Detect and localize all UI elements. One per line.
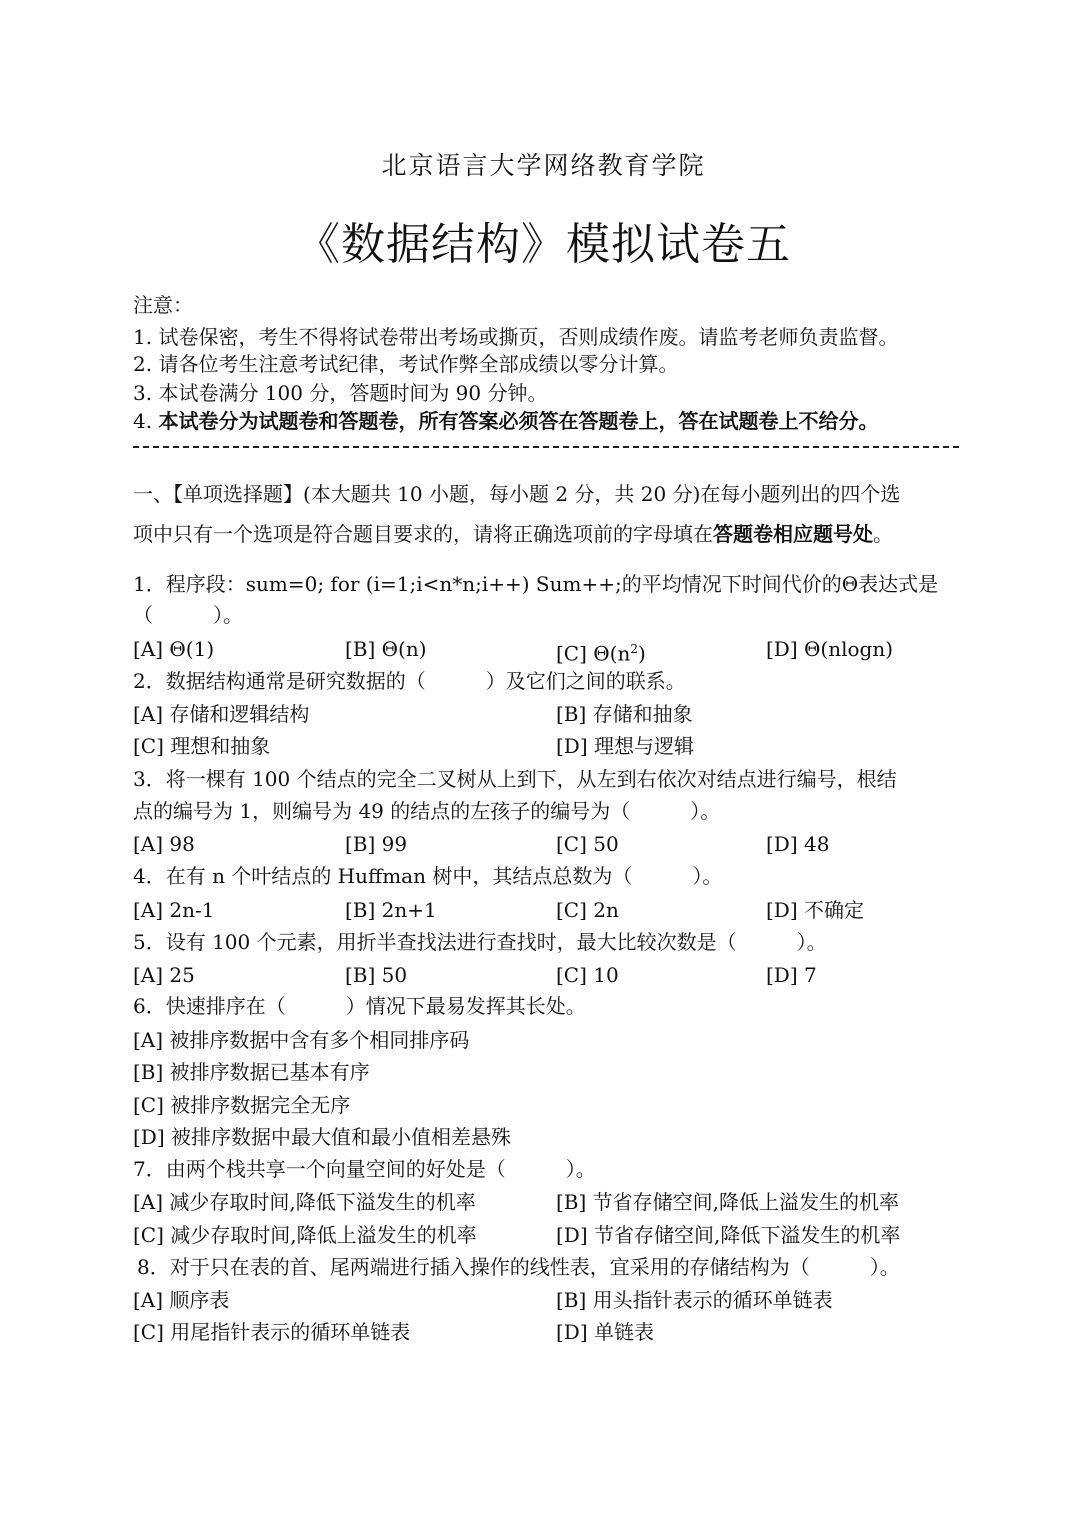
question-2: 2．数据结构通常是研究数据的（ ）及它们之间的联系。 (133, 669, 686, 693)
q1-option-a: [A] Θ(1) (133, 637, 215, 661)
q8-option-a: [A] 顺序表 (133, 1288, 230, 1312)
question-5: 5．设有 100 个元素，用折半查找法进行查找时，最大比较次数是（ ）。 (133, 930, 827, 954)
q1-option-d: [D] Θ(nlogn) (766, 637, 894, 661)
notice-item-4-prefix: 4. (133, 409, 159, 433)
q7-option-c: [C] 减少存取时间,降低上溢发生的机率 (133, 1223, 477, 1247)
notice-item-4-bold: 本试卷分为试题卷和答题卷，所有答案必须答在答题卷上，答在试题卷上不给分。 (158, 409, 879, 433)
q5-option-b: [B] 50 (345, 963, 408, 987)
q6-option-d: [D] 被排序数据中最大值和最小值相差悬殊 (133, 1125, 511, 1149)
q1-option-b: [B] Θ(n) (345, 637, 427, 661)
q6-option-c: [C] 被排序数据完全无序 (133, 1093, 351, 1117)
q2-option-a: [A] 存储和逻辑结构 (133, 702, 310, 726)
q8-option-b: [B] 用头指针表示的循环单链表 (556, 1288, 833, 1312)
q4-option-a: [A] 2n-1 (133, 898, 215, 922)
q7-option-d: [D] 节省存储空间,降低下溢发生的机率 (556, 1223, 901, 1247)
notice-heading: 注意： (133, 293, 193, 317)
q3-option-b: [B] 99 (345, 832, 408, 856)
question-1-line-1: 1．程序段：sum=0; for (i=1;i<n*n;i++) Sum++;的平均情况下时间代价的Θ表达式是 (133, 572, 939, 596)
section-1-intro-plain: 项中只有一个选项是符合题目要求的，请将正确选项前的字母填在 (133, 522, 713, 546)
q1-option-c-exponent: 2 (630, 642, 638, 656)
question-4: 4．在有 n 个叶结点的 Huffman 树中，其结点总数为（ ）。 (133, 864, 723, 888)
question-6: 6．快速排序在（ ）情况下最易发挥其长处。 (133, 994, 586, 1018)
q2-option-d: [D] 理想与逻辑 (556, 734, 694, 758)
section-1-intro-line-2 (133, 521, 893, 547)
q5-option-a: [A] 25 (133, 963, 195, 987)
q1-option-c (556, 636, 646, 667)
q2-option-c: [C] 理想和抽象 (133, 734, 271, 758)
section-1-intro-line-1: 一、【单项选择题】(本大题共 10 小题，每小题 2 分，共 20 分)在每小题列出的四个选 (133, 482, 901, 506)
q1-option-c-base: [C] Θ(n (556, 641, 631, 666)
q8-option-c: [C] 用尾指针表示的循环单链表 (133, 1320, 411, 1344)
q2-option-b: [B] 存储和抽象 (556, 702, 693, 726)
question-7: 7．由两个栈共享一个向量空间的好处是（ ）。 (133, 1157, 596, 1181)
q8-option-d: [D] 单链表 (556, 1320, 654, 1344)
q5-option-d: [D] 7 (766, 963, 817, 987)
school-name: 北京语言大学网络教育学院 (381, 151, 706, 180)
notice-item-1: 1. 试卷保密，考生不得将试卷带出考场或撕页，否则成绩作废。请监考老师负责监督。 (133, 325, 899, 349)
q3-option-a: [A] 98 (133, 832, 195, 856)
q4-option-d: [D] 不确定 (766, 898, 864, 922)
question-3-line-2: 点的编号为 1，则编号为 49 的结点的左孩子的编号为（ ）。 (133, 799, 721, 823)
q4-option-b: [B] 2n+1 (345, 898, 437, 922)
q6-option-a: [A] 被排序数据中含有多个相同排序码 (133, 1028, 470, 1052)
notice-item-4 (133, 408, 878, 434)
section-1-intro-end: 。 (873, 522, 893, 546)
dashed-divider (133, 446, 959, 448)
notice-item-2: 2. 请各位考生注意考试纪律，考试作弊全部成绩以零分计算。 (133, 352, 679, 376)
q5-option-c: [C] 10 (556, 963, 619, 987)
question-8: 8．对于只在表的首、尾两端进行插入操作的线性表，宜采用的存储结构为（ ）。 (137, 1255, 900, 1279)
q3-option-c: [C] 50 (556, 832, 619, 856)
q7-option-a: [A] 减少存取时间,降低下溢发生的机率 (133, 1190, 476, 1214)
notice-item-3: 3. 本试卷满分 100 分，答题时间为 90 分钟。 (133, 381, 548, 405)
question-1-line-2: （ ）。 (133, 603, 243, 627)
question-3-line-1: 3．将一棵有 100 个结点的完全二叉树从上到下，从左到右依次对结点进行编号，根结 (133, 767, 897, 791)
q3-option-d: [D] 48 (766, 832, 830, 856)
q1-option-c-end: ) (638, 641, 646, 666)
q4-option-c: [C] 2n (556, 898, 619, 922)
q6-option-b: [B] 被排序数据已基本有序 (133, 1060, 370, 1084)
section-1-intro-bold: 答题卷相应题号处 (713, 522, 873, 546)
exam-title: 《数据结构》模拟试卷五 (296, 219, 791, 270)
q7-option-b: [B] 节省存储空间,降低上溢发生的机率 (556, 1190, 900, 1214)
